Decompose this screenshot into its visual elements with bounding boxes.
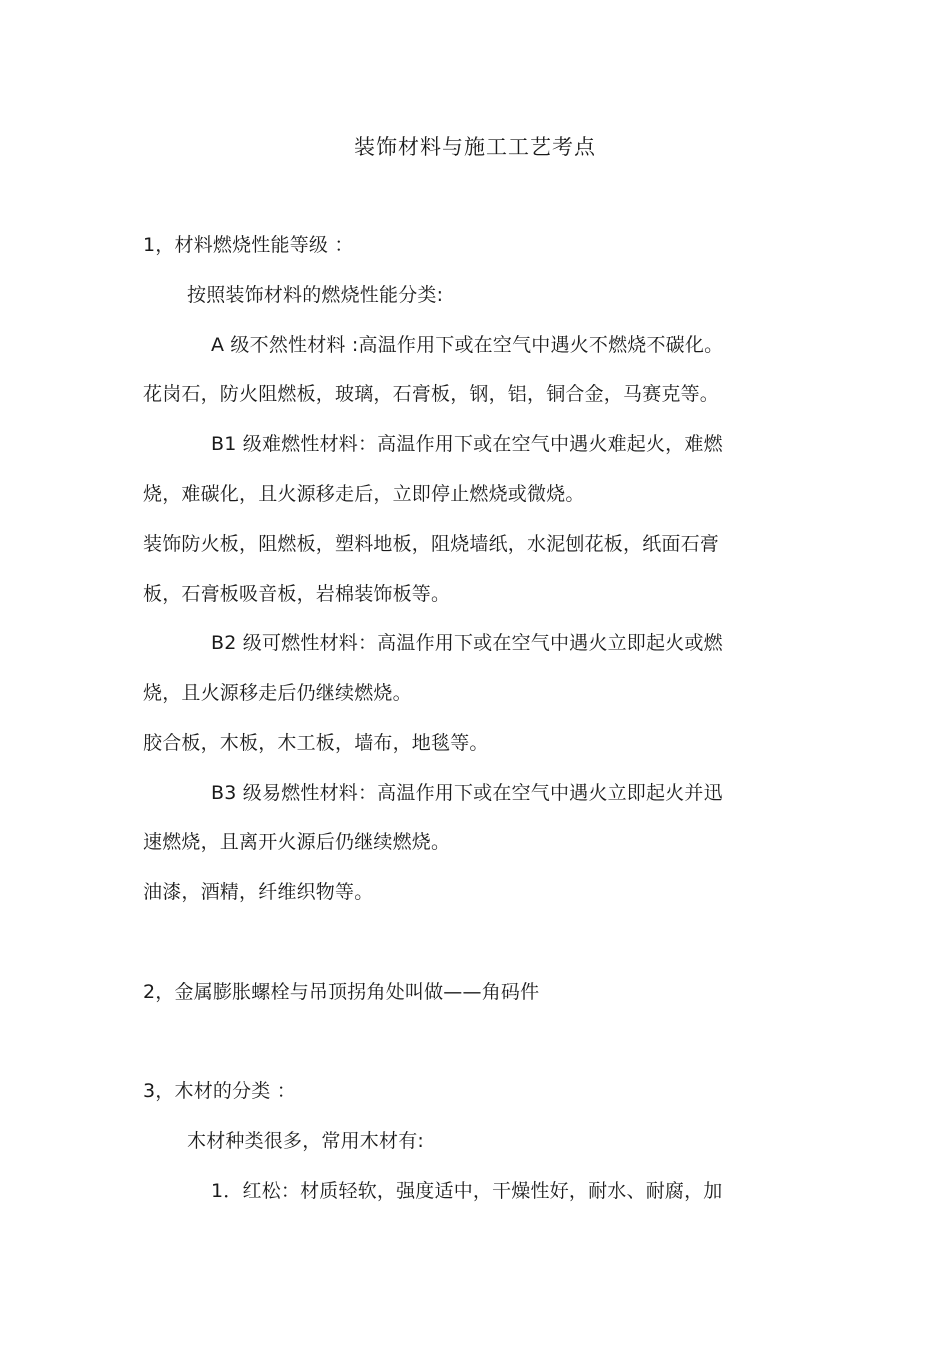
paragraph-line: A 级不然性材料 :高温作用下或在空气中遇火不燃烧不碳化。 (211, 334, 724, 356)
paragraph-line: B3 级易燃性材料：高温作用下或在空气中遇火立即起火并迅 (211, 782, 723, 804)
paragraph-line: B2 级可燃性材料：高温作用下或在空气中遇火立即起火或燃 (211, 632, 723, 654)
section-2-heading: 2，金属膨胀螺栓与吊顶拐角处叫做——角码件 (143, 981, 540, 1003)
section-3-heading: 3，木材的分类 ： (143, 1080, 296, 1102)
paragraph-line: 装饰防火板，阻燃板，塑料地板，阻烧墙纸，水泥刨花板，纸面石膏 (143, 533, 720, 555)
paragraph-line: 板，石膏板吸音板，岩棉装饰板等。 (143, 583, 451, 605)
paragraph-line: 烧，且火源移走后仍继续燃烧。 (143, 682, 412, 704)
paragraph-line: 速燃烧，且离开火源后仍继续燃烧。 (143, 831, 451, 853)
paragraph-line: 油漆，酒精，纤维织物等。 (143, 881, 374, 903)
paragraph-line: 1．红松：材质轻软，强度适中，干燥性好，耐水、耐腐，加 (211, 1180, 723, 1202)
document-title: 装饰材料与施工工艺考点 (354, 135, 596, 159)
paragraph-line: 木材种类很多，常用木材有: (187, 1130, 425, 1152)
paragraph-line: 胶合板，木板，木工板，墙布，地毯等。 (143, 732, 489, 754)
section-1-heading: 1，材料燃烧性能等级 ： (143, 234, 354, 256)
paragraph-line: 花岗石，防火阻燃板，玻璃，石膏板，钢，铝，铜合金，马赛克等。 (143, 383, 720, 405)
paragraph-line: 烧，难碳化，且火源移走后，立即停止燃烧或微烧。 (143, 483, 585, 505)
paragraph-line: 按照装饰材料的燃烧性能分类: (187, 284, 444, 306)
paragraph-line: B1 级难燃性材料：高温作用下或在空气中遇火难起火，难燃 (211, 433, 723, 455)
